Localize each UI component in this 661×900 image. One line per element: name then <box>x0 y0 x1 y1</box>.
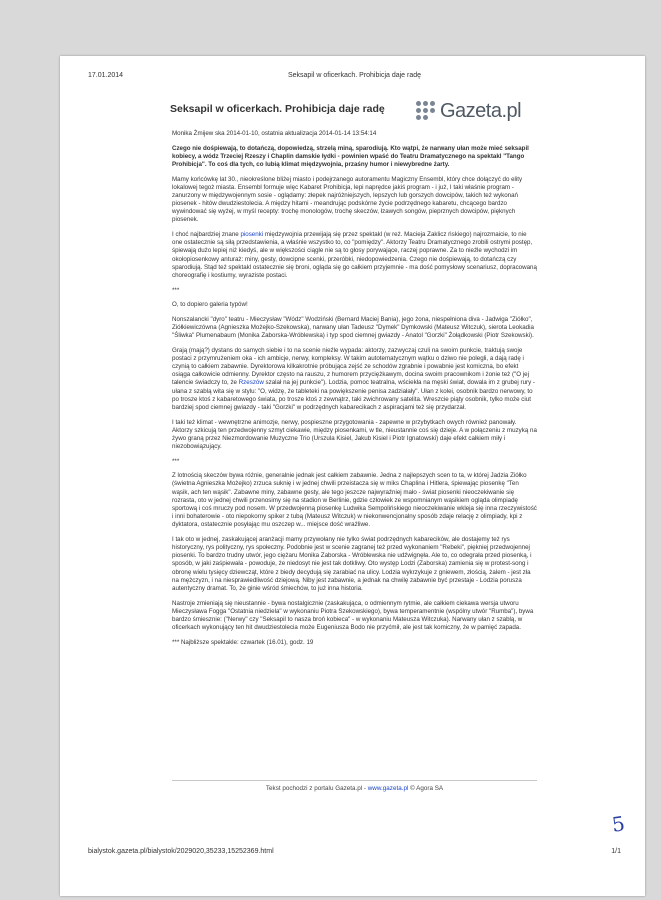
paragraph: Z lotnością skeczów bywa różnie, generalnie jednak jest całkiem zabawnie. Jedna z najlepszych scen to ta, w której Jadzia Ziółko (świetna Agnieszka Możejko) zrzuca suknię i w jednej chwili przeistacza się w miks Chaplina i Hitlera, śpiewając piosenkę "Ten wąsik, ach ten wąsik". Zabawne miny, zabawne gesty, ale tego jeszcze najwyraźniej mało - świat piosenki nieoczekiwanie się rozrasta, oto w jednej chwili przenosimy się na stadion w Berlinie, gdzie człowiek ze wspomnianym wąsikiem ogląda olimpiadę sportową i coś mruczy pod nosem. W przedwojenną piosenkę Ludwika Sempolińskiego nieoczekiwanie wkleja się inna rzeczywistość i inni bohaterowie - oto niepokorny spiker z tubą (Mateusz Witczuk) w niekonwencjonalny sposób zdaje relację z olimpiady, kpi z dyktatora, ostatecznie posyłając mu oszczep w... miejsce dość wrażliwe. <box>172 472 537 529</box>
printed-page <box>60 56 645 896</box>
handwritten-page-number: 5 <box>610 811 627 837</box>
paragraph: Grają (mają?) dystans do samych siebie i to na scenie nieźle wypada: aktorzy, zazwyczaj czuli na swoim punkcie, traktują swoje postaci z przymrużeniem oka - ich ambicje, nerwy, kompleksy. W takim autotematycznym wątku o dziwo nie polegli, a dają radę i czynią to całkiem zabawnie. Dyrektorowa kilkakrotnie próbująca zejść ze schodów zgrabnie i powabnie jest komiczna, bo efekt osiąga całkowicie odmienny. Dyrektor często na rauszu, z humorem przyciężkawym, docina swoim pracownikom i żonie też ("O jej talencie świadczy to, że Rzeszów szalał na jej punkcie"). Lodzia, pomoc teatralna, wściekła na męski świat, dowala im z grubej rury - ułana z szablą wita się w stylu: "O, widzę, że tableteki na powiększenie penisa zadziałały". Ułan z kolei, osobnik bardzo nerwowy, to po trosze ktoś z kabaretowego świata, po trosze ktoś z zewnątrz, taki zwichrowany satelita. Wreszcie piąty osobnik, tylko może ciut bardziej spod ciemnej gwiazdy - taki "Gorzki" w podrzędnych kabarecikach z aspiracjami też się przydarzał. <box>172 346 535 411</box>
paragraph: Mamy końcówkę lat 30., nieokreślone bliżej miasto i podejrzanego autoramentu Magiczny Ensembl, który chce dołączyć do elity lokalowej tegoż miasta. Ensembl formuje więc Kabaret Prohibicja, lepi naprędce jakiś program - i już, I taki właśnie program - zanurzony w międzywojennym sosie - oglądamy: złepek najróżniejszych, lepszych lub gorszych dowcipów, takich też wykonań piosenek - hitów dwudziestolecia. A między hitami - meandrując podskórne życie podrzędnego kabaretu, chcącego bardzo wywindować się wyżej, w myśl recepty: trochę monologów, trochę skeczów, łzawych songów, pieprznych dowcipów, pięknych piosenek. <box>172 175 523 224</box>
article-lead: Czego nie dośpiewają, to dotańczą, dopowiedzą, strzelą miną, sparodiują. Kto wątpi, że narwany ułan może mieć seksapil kobiecy, a wódz Trzeciej Rzeszy i Chaplin damskie łydki - powinien wpaść do Teatru Dramatycznego na spektakl "Tango Prohibicja". To coś dla tych, co lubią klimat międzywojnia, przaśny humor i niewybredne żarty. <box>172 144 529 168</box>
article-meta: Monika Żmijew ska 2014-01-10, ostatnia aktualizacja 2014-01-14 13:54:14 <box>172 130 377 137</box>
inline-link[interactable]: piosenki <box>240 231 264 239</box>
source-note <box>172 780 537 792</box>
article-title: Seksapil w oficerkach. Prohibicja daje radę <box>170 103 385 115</box>
paragraph: Nastroje zmieniają się nieustannie - bywa nostalgicznie (zaskakująca, o odmiennym rytmie, ale całkiem ciekawa wersja utworu Mieczysława Fogga "Ostatnia niedziela" w wykonaniu Piotra Szekowskiego), bywa temperamentnie (wspólny utwór "Rumba"), bywa bardzo śmiesznie: ("Nerwy" czy "Seksapil to nasza broń kobieca" - w wykonaniu Mateusza Witczuka). Narwany ułan z szablą, w oficerkach wykonujący ten hit dwudziestolecia może Eugeniusza Bodo nie przyćmił, ale jest tak komiczny, że w pamięć zapada. <box>172 599 534 631</box>
logo-text: Gazeta.pl <box>440 100 522 122</box>
inline-link[interactable]: Rzeszów <box>238 379 264 387</box>
paragraph: I tak oto w jednej, zaskakującej aranżacji mamy przywołany nie tylko świat podrzędnych kabarecików, ale dostajemy też rys historyczny, rys polityczny, rys społeczny. Podobnie jest w scenie zagranej też przed wykonaniem "Rebeki", piękniej przedwojennej piosenki. To bardzo trudny utwór, jego ciężaru Monika Zaborska - Wróblewska nie udźwignęła. Ale to, co odegrała przed piosenką, i sposób, w jaki zaśpiewała - powoduje, że niedosyt nie jest tak dotkliwy. Oto występ Lodzi (Zaborska) zamienia się w protest-song i obronę wielu tysięcy dziewcząt, które z biedy decydują się zarabiać na ulicy. Lodzia wykrzykuje z gniewem, złością, żalem - jest zła na mężczyzn, i na niesprawiedliwość dziejową. Niby jest zabawnie, a jednak na chwilę zabawnie być przestaje - Lodzia porusza autentyczny dramat. To, że ginie wśród śmiechów, to już inna historia. <box>172 535 532 592</box>
paragraph: I taki też klimat - wewnętrzne animozje, nerwy, pospieszne przygotowania - zapewne w przybytkach owych również panowały. Aktorzy szkicują ten przedwojenny szmyt ciekawie, między piosenkami, w tle, nieustannie coś się dzieje. A w połączeniu z muzyką na żywo graną przez Niezmordowanie Muzyczne Trio (Urszula Kisiel, Jakub Kisiel i Piotr Ignatowski) daje efekt całkiem miły i niezobowiązujący. <box>172 418 537 450</box>
source-prefix: Tekst pochodzi z portalu Gazeta.pl - <box>265 785 368 792</box>
print-page-number: 1/1 <box>611 848 621 855</box>
subheading: O, to dopiero galeria typów! <box>172 301 248 309</box>
print-date: 17.01.2014 <box>88 72 124 79</box>
paragraph: Nonszalancki "dyro" teatru - Mieczysław "Wódz" Wodziński (Bernard Maciej Bania), jego żona, niespełniona diva - Jadwiga "Ziółko", Ziółkiewiczówna (Agnieszka Możejko-Szekowska), narwany ułan Tadeusz "Dymek" Dymkowski (Mateusz Witczuk), sierota Leokadia "Śliwka" Plumenabaum (Monika Zaborska-Wróblewska) i typ spod ciemnej gwiazdy - Anatol "Gorzki" Żołądkowski (Piotr Szekowski). <box>172 315 534 340</box>
article-body <box>172 130 537 653</box>
gazeta-link[interactable]: www.gazeta.pl <box>367 785 409 792</box>
separator: *** <box>172 457 180 465</box>
source-suffix: © Agora SA <box>408 785 444 792</box>
performance-dates: *** Najbliższe spektakle: czwartek (16.01), godz. 19 <box>172 638 314 646</box>
article-header <box>170 98 538 124</box>
print-url: bialystok.gazeta.pl/bialystok/2029020,35233,15252369.html <box>88 848 274 855</box>
print-title: Seksapil w oficerkach. Prohibicja daje radę <box>287 72 422 79</box>
separator: *** <box>172 286 180 294</box>
logo-dots-icon <box>416 101 438 121</box>
paragraph: I choć najbardziej znane piosenki międzywojnia przewijają się przez spektakl (w reż. Macieja Zaklicz ńskiego) najrozmaicie, to nie one ostatecznie są siłą przedstawienia, a właśnie wszystko to, co "pomiędzy". Aktorzy Teatru Dramatycznego zrobili ostrymi postęp, śpiewają dużo lepiej niż kiedyś, ale w większości ciągle nie są to głosy porywające, raczej poprawne. Za to nieźle wychodzi im okołopiosenkowy anturaż: miny, gesty, dowcipne scenki, przeróbki, niedopowiedzenia. Czego nie dośpiewają, to dotańczą czy sparodiują. Stąd też spektakl ostatecznie się broni, ogląda się go całkiem przyjemnie - ma dość pomysłowy scenariusz, dopracowaną choreografię i kostiumy, wyraziste postaci. <box>172 231 537 279</box>
gazeta-logo <box>416 98 538 124</box>
